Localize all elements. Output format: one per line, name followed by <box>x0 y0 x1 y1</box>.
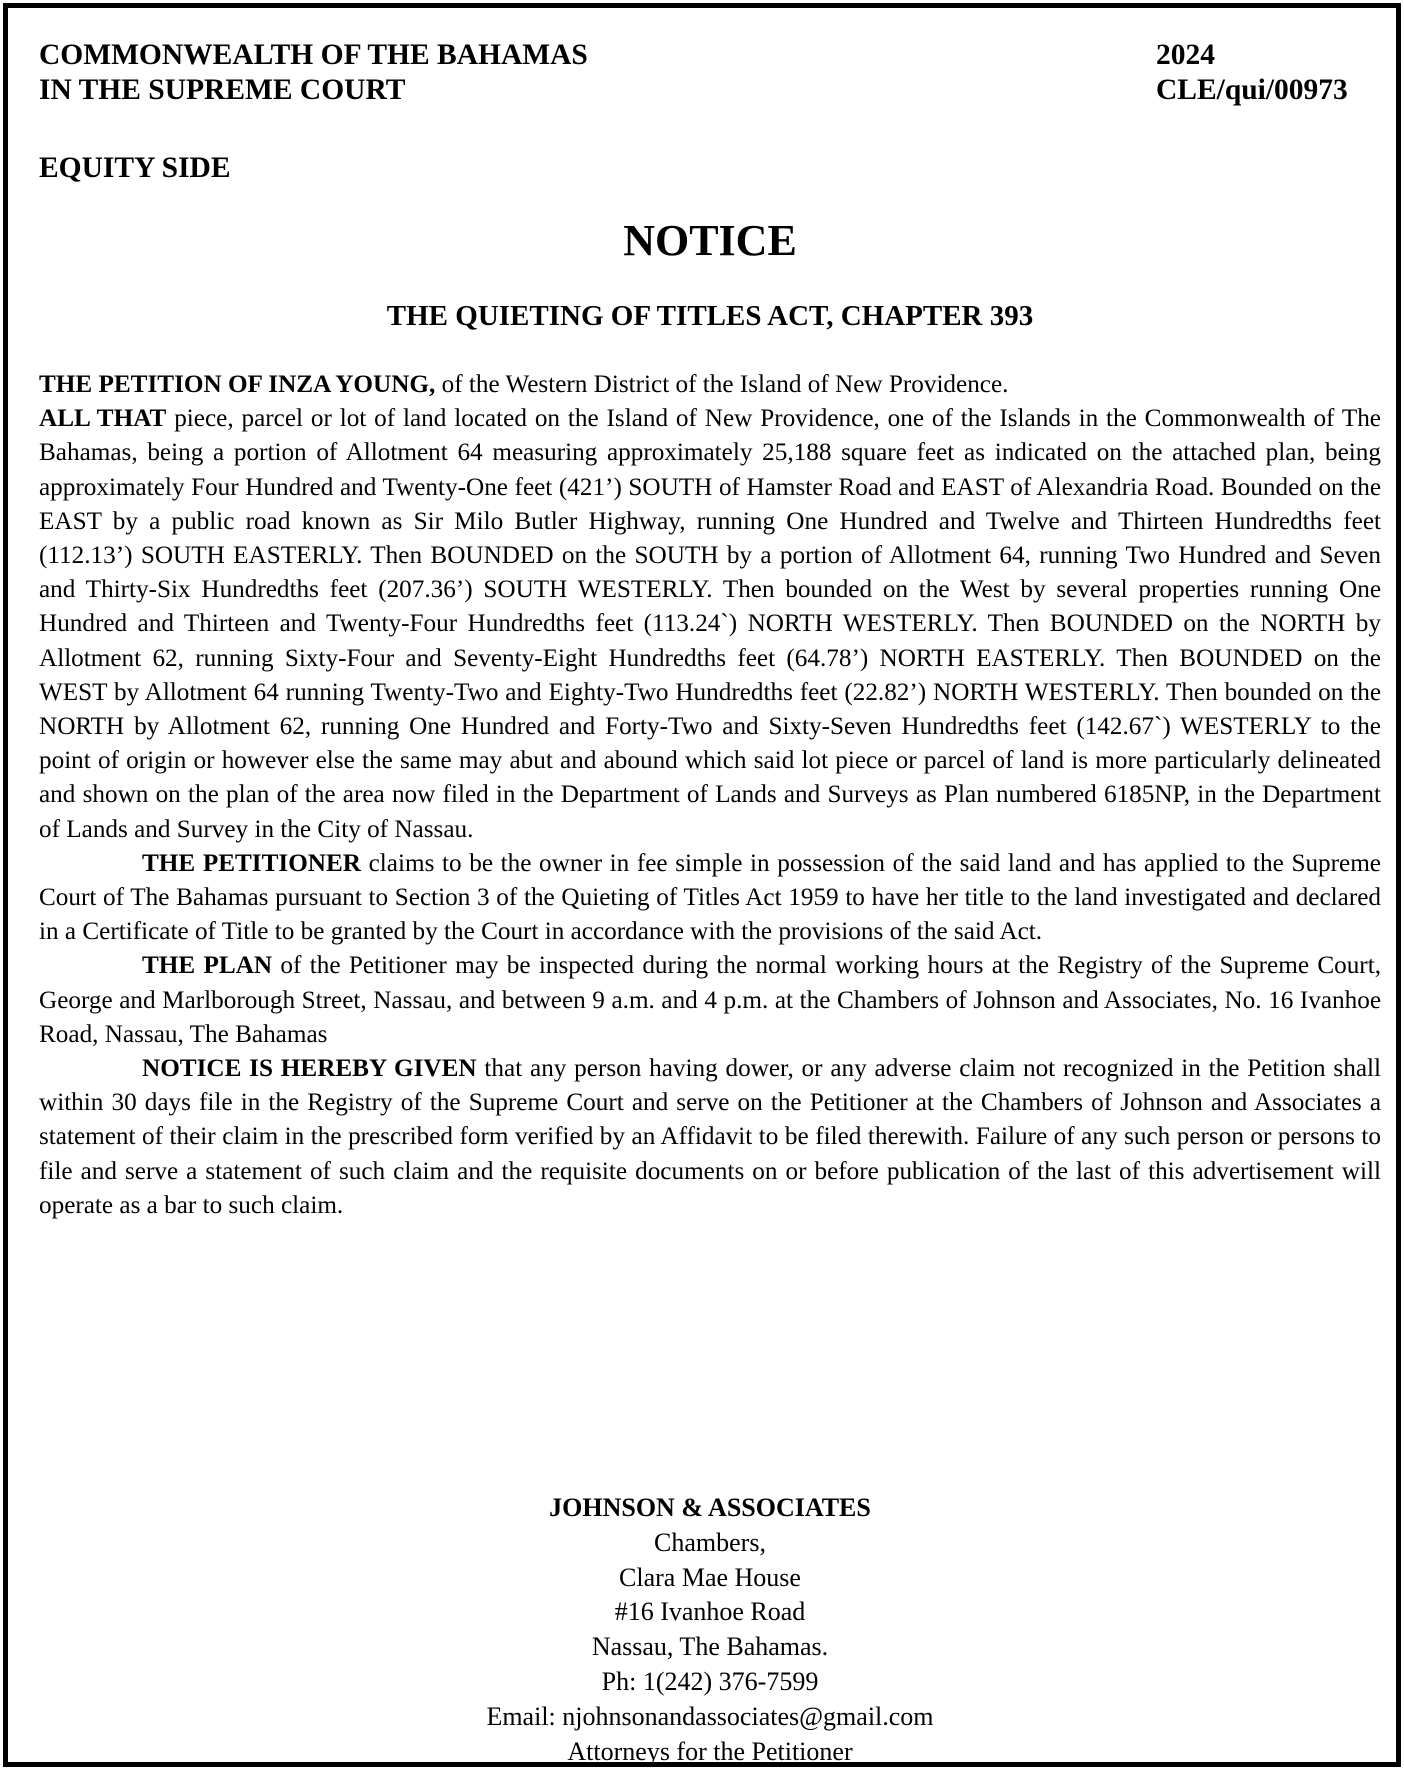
notice-given-lead: NOTICE IS HEREBY GIVEN <box>142 1055 477 1083</box>
chambers-line: Chambers, <box>654 1527 766 1557</box>
commonwealth-heading: COMMONWEALTH OF THE BAHAMAS <box>39 39 588 71</box>
court-name-block <box>39 38 588 108</box>
act-title: THE QUIETING OF TITLES ACT, CHAPTER 393 <box>386 300 1034 332</box>
attorney-signature-block <box>39 1491 1381 1769</box>
petition-text: of the Western District of the Island of New Providence. <box>435 371 1009 398</box>
petition-paragraph <box>39 368 1381 402</box>
plan-lead: THE PLAN <box>142 952 273 980</box>
petitioner-text: claims to be the owner in fee simple in possession of the said land and has applied to the Supreme Court of The Bahamas pursuant to Section 3 of the Quieting of Titles Act 1959 to have her title to the land investigated and declared in a Certificate of Title to be granted by the Court in accordance with the provisions of the said Act. <box>39 849 1381 946</box>
building-line: Clara Mae House <box>619 1562 801 1592</box>
court-header <box>39 38 1381 108</box>
email-line: Email: njohnsonandassociates@gmail.com <box>486 1701 934 1731</box>
plan-text: of the Petitioner may be inspected during the normal working hours at the Registry of the Supreme Court, George and Marlborough Street, Nassau, and between 9 a.m. and 4 p.m. at the Chambers of Johnson and Associates, No. 16 Ivanhoe Road, Nassau, The Bahamas <box>39 952 1381 1048</box>
attorneys-role-line: Attorneys for the Petitioner <box>567 1736 853 1766</box>
case-number: CLE/qui/00973 <box>1156 74 1348 106</box>
city-line: Nassau, The Bahamas. <box>591 1632 829 1662</box>
description-text: piece, parcel or lot of land located on the Island of New Providence, one of the Islands in the Commonwealth of The Bahamas, being a portion of Allotment 64 measuring approximately 25,188 square feet as indicated on the attached plan, being approximately Four Hundred and Twenty-One feet (421’) SOUTH of Hamster Road and EAST of Alexandria Road. Bounded on the EAST by a public road known as Sir Milo Butler Highway, running One Hundred and Twelve and Thirteen Hundredths feet (112.13’) SOUTH EASTERLY. Then BOUNDED on the SOUTH by a portion of Allotment 64, running Two Hundred and Seven and Thirty-Six Hundredths feet (207.36’) SOUTH WESTERLY. Then bounded on the West by several properties running One Hundred and Thirteen and Twenty-Four Hundredths feet (113.24`) NORTH WESTERLY. Then BOUNDED on the NORTH by Allotment 62, running Sixty-Four and Seventy-Eight Hundredths feet (64.78’) NORTH EASTERLY. Then BOUNDED on the WEST by Allotment 64 running Twenty-Two and Eighty-Two Hundredths feet (22.82’) NORTH WESTERLY. Then bounded on the NORTH by Allotment 62, running One Hundred and Forty-Two and Sixty-Seven Hundredths feet (142.67`) WESTERLY to the point of origin or however else the same may abut and abound which said lot piece or parcel of land is more particularly delineated and shown on the plan of the area now filed in the Department of Lands and Surveys as Plan numbered 6185NP, in the Department of Lands and Survey in the City of Nassau. <box>39 405 1381 843</box>
notice-given-paragraph <box>39 1052 1381 1223</box>
petition-lead: THE PETITION OF INZA YOUNG, <box>39 371 436 398</box>
notice-content <box>39 38 1381 1766</box>
notice-body <box>39 368 1381 1223</box>
notice-given-text: that any person having dower, or any adverse claim not recognized in the Petition shall within 30 days file in the Registry of the Supreme Court and serve on the Petitioner at the Chambers of Johnson and Associates a statement of their claim in the prescribed form verified by an Affidavit to be filed therewith. Failure of any such person or persons to file and serve a statement of such claim and the requisite documents on or before publication of the last of this advertisement will operate as a bar to such claim. <box>39 1055 1381 1219</box>
notice-border <box>3 3 1401 1767</box>
petitioner-paragraph <box>39 847 1381 950</box>
description-lead: ALL THAT <box>39 405 167 433</box>
case-year: 2024 <box>1156 39 1215 71</box>
court-heading: IN THE SUPREME COURT <box>39 74 406 106</box>
plan-paragraph <box>39 949 1381 1052</box>
firm-name: JOHNSON & ASSOCIATES <box>549 1493 871 1522</box>
phone-line: Ph: 1(242) 376-7599 <box>601 1666 819 1696</box>
page-title: NOTICE <box>623 216 797 265</box>
equity-side-heading: EQUITY SIDE <box>39 152 231 184</box>
petitioner-lead: THE PETITIONER <box>142 849 361 877</box>
case-reference-block <box>1156 38 1381 108</box>
land-description-paragraph <box>39 402 1381 847</box>
street-line: #16 Ivanhoe Road <box>614 1597 806 1627</box>
